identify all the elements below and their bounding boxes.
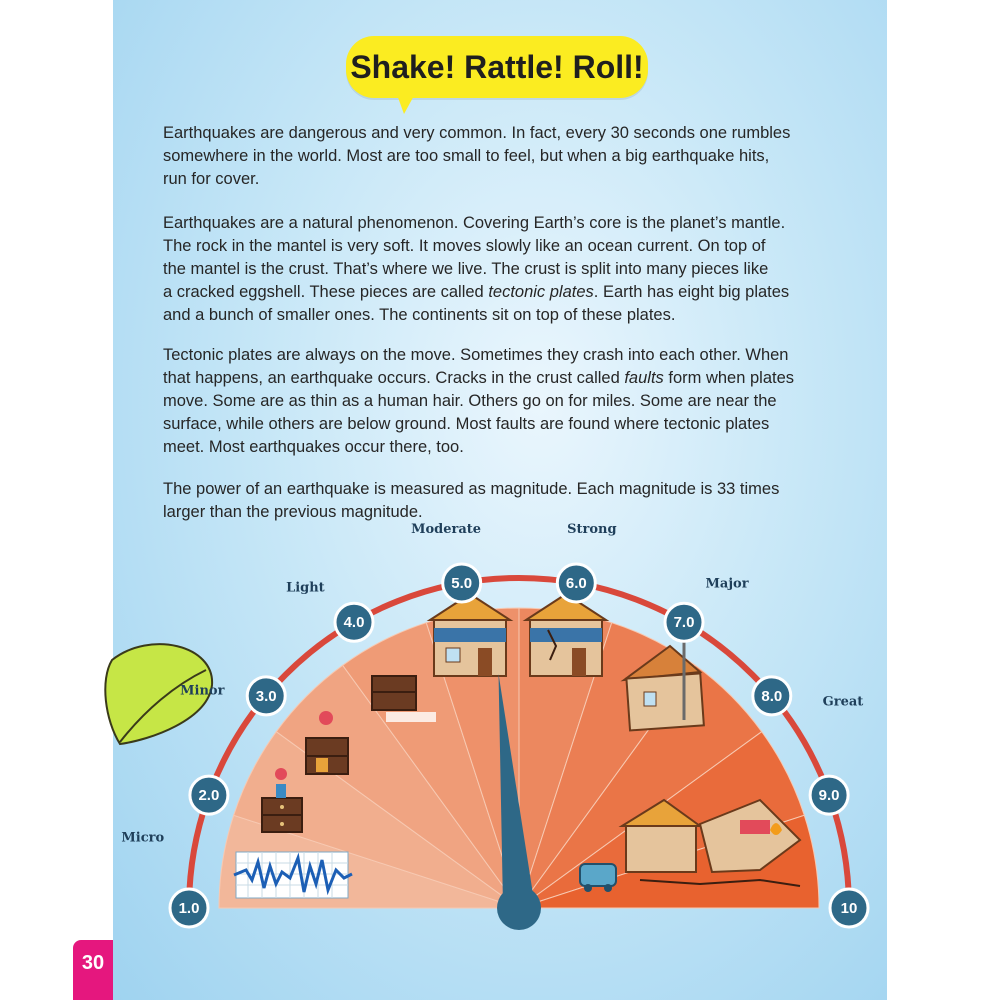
paragraph-line: Tectonic plates are always on the move. Sometimes they crash into each other. When <box>163 346 789 364</box>
scale-needle-hub <box>497 886 541 930</box>
paragraph-line: run for cover. <box>163 170 260 188</box>
paragraph-line: somewhere in the world. Most are too small to feel, but when a big earthquake hits, <box>163 147 770 165</box>
seismograph-icon <box>234 852 352 898</box>
paragraph-line: meet. Most earthquakes occur there, too. <box>163 438 464 456</box>
magnitude-bubble <box>190 776 228 814</box>
magnitude-value: 9.0 <box>818 787 840 805</box>
magnitude-value: 2.0 <box>198 787 220 805</box>
level-label: Moderate <box>411 522 482 538</box>
magnitude-value: 1.0 <box>178 900 200 917</box>
page-title: Shake! Rattle! Roll! <box>350 49 644 85</box>
paragraph-line: move. Some are as thin as a human hair. Others go on for miles. Some are near the <box>163 392 777 410</box>
magnitude-value: 8.0 <box>761 687 783 705</box>
magnitude-bubble <box>753 677 791 715</box>
term-tectonic-plates: tectonic plates <box>488 283 594 301</box>
paragraph-line: surface, while others are below ground. Most faults are found where tectonic plates <box>163 415 770 433</box>
magnitude-bubble <box>665 603 703 641</box>
level-label: Minor <box>180 683 225 699</box>
paragraph-line: larger than the previous magnitude. <box>163 503 423 521</box>
damaged-house-icon <box>526 594 606 676</box>
page-number: 30 <box>81 952 105 974</box>
magnitude-bubble <box>830 889 868 927</box>
paragraph-line: Earthquakes are a natural phenomenon. Covering Earth’s core is the planet’s mantle. <box>163 214 786 232</box>
paragraph-line: . Earth has eight big plates <box>593 283 790 301</box>
magnitude-value: 10 <box>840 900 858 917</box>
level-label: Great <box>822 694 864 710</box>
level-label: Micro <box>121 830 165 846</box>
magnitude-bubble <box>443 564 481 602</box>
level-label: Major <box>705 576 749 592</box>
paragraph-line: The rock in the mantel is very soft. It moves slowly like an ocean current. On top of <box>163 237 766 255</box>
paragraph-line: Earthquakes are dangerous and very common. In fact, every 30 seconds one rumbles <box>163 124 791 142</box>
magnitude-value: 5.0 <box>451 575 473 593</box>
magnitude-bubble <box>335 603 373 641</box>
paragraph-line: a cracked eggshell. These pieces are called <box>163 283 489 301</box>
magnitude-value: 4.0 <box>343 614 365 632</box>
term-faults: faults <box>624 369 664 387</box>
level-label: Strong <box>567 522 617 538</box>
magnitude-bubble <box>810 776 848 814</box>
magnitude-value: 7.0 <box>673 614 695 632</box>
paragraph-line: that happens, an earthquake occurs. Cracks in the crust called <box>163 369 625 387</box>
level-label: Light <box>286 580 325 596</box>
magnitude-bubble <box>170 889 208 927</box>
magnitude-bubble <box>557 564 595 602</box>
paragraph-line: form when plates <box>663 369 795 387</box>
magnitude-bubble <box>247 677 285 715</box>
magnitude-value: 6.0 <box>565 575 587 593</box>
magnitude-value: 3.0 <box>255 687 277 705</box>
house-icon <box>430 594 510 676</box>
paragraph-line: the mantel is the crust. That’s where we live. The crust is split into many pieces like <box>163 260 769 278</box>
paragraph-line: and a bunch of smaller ones. The continents sit on top of these plates. <box>163 306 676 324</box>
paragraph-line: The power of an earthquake is measured as magnitude. Each magnitude is 33 times <box>163 480 780 498</box>
page-number-tab <box>73 940 113 1000</box>
